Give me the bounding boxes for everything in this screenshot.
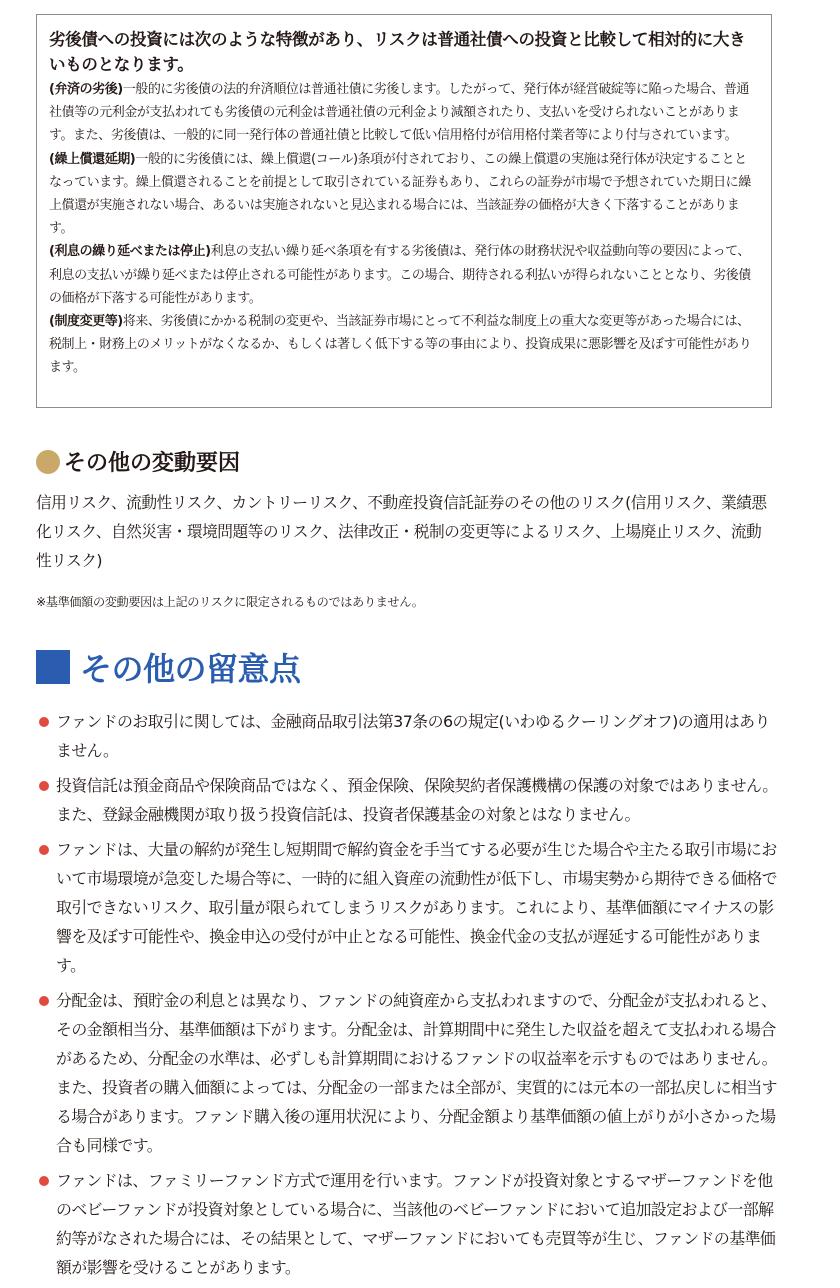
list-item: 投資信託は預金商品や保険商品ではなく、預金保険、保険契約者保護機構の保護の対象ではありません。また、登録金融機関が取り扱う投資信託は、投資者保護基金の対象とはなりません。 <box>36 771 780 829</box>
notes-list <box>36 707 780 1288</box>
other-factors-body: 信用リスク、流動性リスク、カントリーリスク、不動産投資信託証券のその他のリスク(信用リスク、業績悪化リスク、自然災害・環境問題等のリスク、法律改正・税制の変更等によるリスク、上場廃止リスク、流動性リスク) <box>36 493 767 570</box>
list-item: ファンドは、ファミリーファンド方式で運用を行います。ファンドが投資対象とするマザーファンドを他のベビーファンドが投資対象としている場合に、当該他のベビーファンドにおいて追加設定および一部解約等がなされた場合には、その結果として、マザーファンドにおいても売買等が生じ、ファンドの基準価額が影響を受けることがあります。 <box>36 1166 780 1282</box>
subordinated-bond-risk-box <box>36 14 772 408</box>
bullet-icon <box>39 717 49 727</box>
list-item: ファンドのお取引に関しては、金融商品取引法第37条の6の規定(いわゆるクーリングオフ)の適用はありません。 <box>36 707 780 765</box>
blue-square-icon <box>36 650 70 684</box>
section-heading-notes <box>36 644 301 690</box>
box-item-interest-deferral: (利息の繰り延べまたは停止)利息の支払い繰り延べ条項を有する劣後債は、発行体の財務状況や収益動向等の要因によって、利息の支払いが繰り延べまたは停止される可能性があります。この場合、期待される利払いが得られないこととなり、劣後債の価格が下落する可能性があります。 <box>49 244 751 306</box>
box-item-subordination: (弁済の劣後)一般的に劣後債の法的弁済順位は普通社債に劣後します。したがって、発行体が経営破綻等に陥った場合、普通社債等の元利金が支払われても劣後債の元利金は普通社債の元利金より減額されたり、支払いを受けられないことがあります。また、劣後債は、一般的に同一発行体の普通社債と比較して低い信用格付が信用格付業者等により付与されています。 <box>49 82 749 144</box>
list-item: 分配金は、預貯金の利息とは異なり、ファンドの純資産から支払われますので、分配金が支払われると、その金額相当分、基準価額は下がります。分配金は、計算期間中に発生した収益を超えて支払われる場合があるため、分配金の水準は、必ずしも計算期間におけるファンドの収益率を示すものではありません。また、投資者の購入価額によっては、分配金の一部または全部が、実質的には元本の一部払戻しに相当する場合があります。ファンド購入後の運用状況により、分配金額より基準価額の値上がりが小さかった場合も同様です。 <box>36 986 780 1160</box>
box-item-call-extension: (繰上償還延期)一般的に劣後債には、繰上償還(コール)条項が付されており、この繰上償還の実施は発行体が決定することとなっています。繰上償還されることを前提として取引されている証券もあり、これらの証券が市場で予想されていた期日に繰上償還が実施されない場合、あるいは実施されないと見込まれる場合には、当該証券の価格が大きく下落することがあります。 <box>49 151 751 237</box>
bullet-icon <box>39 845 49 855</box>
box-item-regulation-change: (制度変更等)将来、劣後債にかかる税制の変更や、当該証券市場にとって不利益な制度上の重大な変更等があった場合には、税制上・財務上のメリットがなくなるか、もしくは著しく低下する等の事由により、投資成果に悪影響を及ぼす可能性があります。 <box>49 314 752 376</box>
section-title: その他の変動要因 <box>64 451 241 476</box>
bullet-icon <box>39 1176 49 1186</box>
footnote: ※基準価額の変動要因は上記のリスクに限定されるものではありません。 <box>36 595 424 609</box>
bullet-icon <box>39 996 49 1006</box>
box-heading: 劣後債への投資には次のような特徴があり、リスクは普通社債への投資と比較して相対的に大きいものとなります。 <box>49 30 746 74</box>
list-item: ファンドは、大量の解約が発生し短期間で解約資金を手当てする必要が生じた場合や主たる取引市場において市場環境が急変した場合等に、一時的に組入資産の流動性が低下し、市場実勢から期待できる価格で取引できないリスク、取引量が限られてしまうリスクがあります。これにより、基準価額にマイナスの影響を及ぼす可能性や、換金申込の受付が中止となる可能性、換金代金の支払が遅延する可能性があります。 <box>36 835 780 980</box>
gold-dot-icon <box>36 450 60 474</box>
section-title: その他の留意点 <box>80 650 301 688</box>
bullet-icon <box>39 781 49 791</box>
section-heading-other-factors <box>36 446 240 477</box>
box-body <box>49 78 759 380</box>
